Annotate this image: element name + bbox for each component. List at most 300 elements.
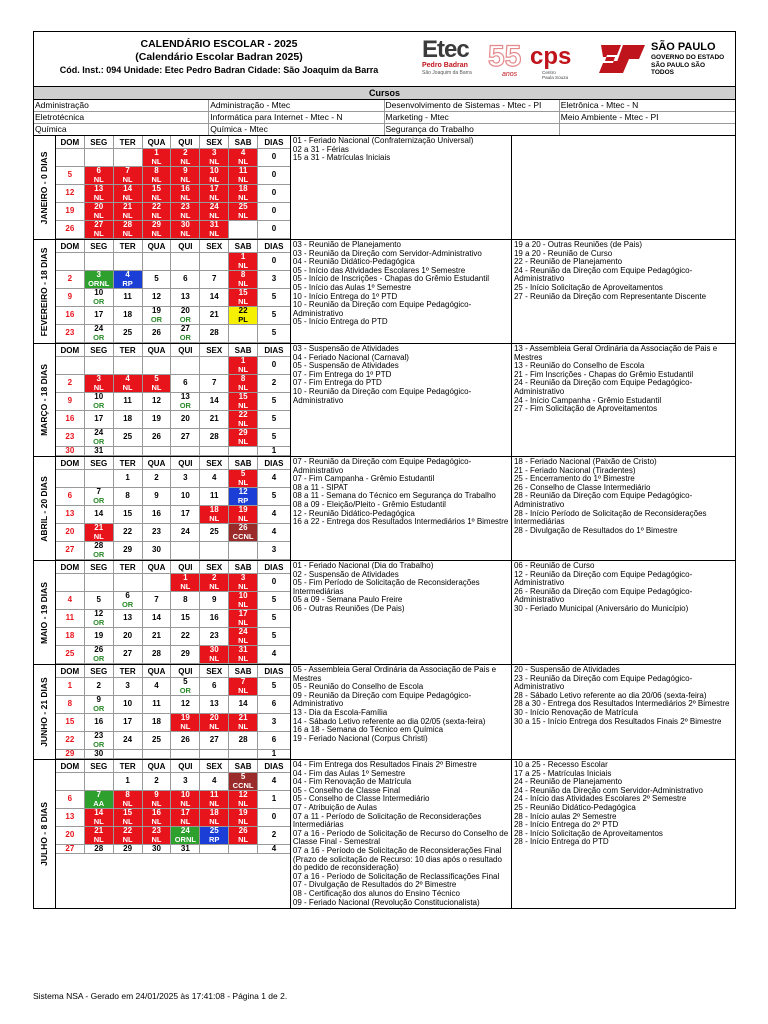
month-label-strip <box>34 561 56 664</box>
week-row <box>56 646 290 664</box>
day-number: 25 <box>209 827 219 835</box>
week-school-days: 0 <box>258 203 290 221</box>
weekday-header: TER <box>114 136 143 149</box>
day-number: 24 <box>94 325 104 333</box>
day-code: NL <box>238 278 249 288</box>
week-row <box>56 574 290 592</box>
day-code: OR <box>93 617 105 627</box>
week-school-days: 1 <box>258 791 290 809</box>
weekday-header: QUI <box>171 561 200 574</box>
day-cell <box>114 429 143 447</box>
day-cell <box>229 221 258 239</box>
day-number: 18 <box>209 506 219 514</box>
day-cell <box>229 845 258 854</box>
day-cell <box>171 447 200 456</box>
week-school-days: 4 <box>258 470 290 488</box>
day-cell <box>171 470 200 488</box>
day-cell <box>114 524 143 542</box>
day-number: 28 <box>152 649 161 659</box>
day-number: 16 <box>209 613 219 623</box>
weekday-header: DIAS <box>258 136 290 149</box>
weekday-header: QUI <box>171 136 200 149</box>
day-number: 21 <box>94 524 104 532</box>
event-line: 19 - Feriado Nacional (Corpus Christi) <box>292 733 428 743</box>
day-code: OR <box>93 703 105 713</box>
weekday-header: QUA <box>143 665 172 678</box>
etec-wordmark: Etec <box>422 36 469 63</box>
day-cell <box>56 185 85 203</box>
month-grid <box>56 240 291 343</box>
day-cell <box>56 542 85 560</box>
week-school-days: 0 <box>258 357 290 375</box>
event-line: 04 - Fim Entrega dos Resultados Finais 2º Bimestre <box>292 760 477 769</box>
day-number: 29 <box>238 429 248 437</box>
day-cell <box>171 791 200 809</box>
event-line: 05 - Início Entrega do PTD <box>292 317 388 327</box>
day-cell <box>143 732 172 750</box>
day-cell <box>171 827 200 845</box>
day-cell <box>171 488 200 506</box>
event-line: 03 - Reunião de Planejamento <box>292 240 401 249</box>
day-cell <box>229 253 258 271</box>
day-code: OR <box>93 549 105 559</box>
day-code: NL <box>238 635 249 645</box>
day-code: NL <box>238 581 249 591</box>
day-cell <box>143 411 172 429</box>
day-number: 17 <box>238 610 248 618</box>
weekday-header: SAB <box>229 760 258 773</box>
day-cell <box>56 271 85 289</box>
week-school-days: 5 <box>258 610 290 628</box>
day-cell <box>114 574 143 592</box>
event-line: 16 a 18 - Semana do Técnico em Química <box>292 725 444 735</box>
day-code: NL <box>209 156 220 166</box>
day-cell <box>171 149 200 167</box>
day-number: 29 <box>180 649 190 659</box>
day-cell <box>229 357 258 375</box>
day-cell <box>114 221 143 239</box>
day-number: 17 <box>123 717 133 727</box>
weekday-header: DOM <box>56 136 85 149</box>
day-cell <box>114 307 143 325</box>
day-number: 19 <box>152 414 161 424</box>
month-label: MAIO - 19 DIAS <box>39 581 50 644</box>
day-code: NL <box>209 798 220 808</box>
week-row <box>56 429 290 447</box>
event-line: 04 - Fim Renovação de Matrícula <box>292 777 412 787</box>
event-line: 24 - Reunião da Direção com Equipe Pedagógico-Administrativo <box>513 378 693 396</box>
day-code: OR <box>93 436 105 446</box>
day-cell <box>200 411 229 429</box>
day-cell <box>200 827 229 845</box>
day-cell <box>143 447 172 456</box>
day-cell <box>229 185 258 203</box>
weekday-header: SEX <box>200 136 229 149</box>
day-cell <box>56 149 85 167</box>
day-cell <box>229 307 258 325</box>
day-number: 27 <box>123 649 133 659</box>
day-code: NL <box>238 436 249 446</box>
day-cell <box>114 646 143 664</box>
day-cell <box>200 253 229 271</box>
day-cell <box>114 610 143 628</box>
day-number: 6 <box>96 167 101 175</box>
day-cell <box>171 646 200 664</box>
events-right-column <box>512 136 735 239</box>
event-line: 10 - Início Entrega do 1º PTD <box>292 291 398 301</box>
week-school-days: 5 <box>258 678 290 696</box>
event-line: 19 a 20 - Reunião de Curso <box>513 248 613 258</box>
day-number: 31 <box>94 447 104 455</box>
event-line: 05 - Início de Inscrições - Chapas do Grêmio Estudantil <box>292 274 489 284</box>
day-code: RP <box>122 278 133 288</box>
calendar-sheet <box>33 31 736 909</box>
week-school-days: 4 <box>258 646 290 664</box>
week-school-days: 0 <box>258 221 290 239</box>
day-cell <box>143 750 172 759</box>
day-cell <box>85 411 114 429</box>
day-cell <box>171 524 200 542</box>
day-number: 20 <box>180 307 190 315</box>
week-row <box>56 845 290 854</box>
day-code: NL <box>238 156 249 166</box>
event-line: 08 a 11 - SIPAT <box>292 482 349 492</box>
day-cell <box>85 714 114 732</box>
day-number: 15 <box>152 185 161 193</box>
day-code: OR <box>179 685 191 695</box>
week-row <box>56 289 290 307</box>
day-cell <box>171 506 200 524</box>
month-label-strip <box>34 665 56 759</box>
weekday-header: SEX <box>200 561 229 574</box>
week-row <box>56 714 290 732</box>
day-number: 11 <box>238 167 248 175</box>
day-cell <box>229 773 258 791</box>
event-line: 30 a 15 - Início Entrega dos Resultados Finais 2º Bimestre <box>513 716 722 726</box>
day-number: 4 <box>211 473 217 483</box>
week-row <box>56 411 290 429</box>
week-school-days: 0 <box>258 574 290 592</box>
day-number: 18 <box>123 310 133 320</box>
week-row <box>56 827 290 845</box>
day-code: NL <box>93 531 104 541</box>
day-number: 8 <box>67 699 73 709</box>
day-cell <box>114 696 143 714</box>
day-cell <box>171 167 200 185</box>
day-code: NL <box>122 382 133 392</box>
day-cell <box>200 325 229 343</box>
event-line: 28 - Divulgação de Resultados do 1º Bimestre <box>513 525 678 535</box>
event-line: 04 - Reunião Didático-Pedagógica <box>292 257 415 267</box>
day-cell <box>143 203 172 221</box>
day-code: NL <box>209 210 220 220</box>
day-number: 8 <box>125 491 130 501</box>
day-number: 14 <box>123 185 133 193</box>
day-number: 20 <box>65 527 75 537</box>
day-cell <box>229 714 258 732</box>
weekday-header: QUI <box>171 344 200 357</box>
day-number: 20 <box>209 714 219 722</box>
weekday-header: TER <box>114 240 143 253</box>
month-grid <box>56 665 291 759</box>
day-number: 3 <box>211 149 217 157</box>
event-line: 28 - Sábado Letivo referente ao dia 20/06 (sexta-feira) <box>513 690 707 700</box>
week-school-days: 3 <box>258 542 290 560</box>
day-number: 26 <box>94 646 104 654</box>
day-number: 16 <box>65 310 75 320</box>
day-number: 24 <box>180 827 190 835</box>
day-cell <box>143 470 172 488</box>
event-line: 12 - Reunião Didático-Pedagógica <box>292 508 415 518</box>
day-number: 24 <box>180 527 190 537</box>
day-cell <box>171 203 200 221</box>
day-number: 25 <box>238 203 248 211</box>
day-number: 20 <box>180 414 190 424</box>
weekday-header: SAB <box>229 561 258 574</box>
week-school-days: 4 <box>258 773 290 791</box>
day-cell <box>114 592 143 610</box>
day-number: 25 <box>152 735 161 745</box>
event-line: 24 - Início das Atividades Escolares 2º Semestre <box>513 794 687 804</box>
weekday-header: TER <box>114 665 143 678</box>
event-line: 28 - Início Solicitação de Aproveitamentos <box>513 828 663 838</box>
day-number: 5 <box>183 678 188 686</box>
day-number: 19 <box>238 809 248 817</box>
day-cell <box>56 203 85 221</box>
day-number: 3 <box>183 473 188 483</box>
event-line: 24 - Reunião da Direção com Servidor-Administrativo <box>513 785 703 795</box>
day-cell <box>229 506 258 524</box>
week-row <box>56 393 290 411</box>
day-cell <box>171 628 200 646</box>
day-cell <box>229 167 258 185</box>
day-cell <box>85 592 114 610</box>
day-number: 27 <box>65 845 75 853</box>
day-number: 16 <box>94 717 104 727</box>
day-cell <box>85 506 114 524</box>
day-cell <box>114 732 143 750</box>
event-line: 05 a 09 - Semana Paulo Freire <box>292 595 403 605</box>
day-cell <box>171 714 200 732</box>
day-code: OR <box>93 332 105 342</box>
day-number: 9 <box>154 491 159 501</box>
day-cell <box>229 696 258 714</box>
day-number: 19 <box>180 714 190 722</box>
event-line: 05 - Início das Atividades Escolares 1º Semestre <box>292 265 466 275</box>
week-school-days: 5 <box>258 289 290 307</box>
week-row <box>56 167 290 185</box>
weekday-header: DIAS <box>258 561 290 574</box>
day-cell <box>143 167 172 185</box>
day-code: NL <box>238 721 249 731</box>
event-line: 01 - Feriado Nacional (Confraternização Universal) <box>292 136 474 145</box>
events-left-column <box>291 344 512 456</box>
day-code: NL <box>151 210 162 220</box>
event-line: 27 - Fim Solicitação de Aproveitamentos <box>513 404 658 414</box>
day-cell <box>171 221 200 239</box>
day-code: NL <box>151 834 162 844</box>
day-number: 12 <box>238 791 248 799</box>
day-code: OR <box>93 653 105 663</box>
event-line: 02 a 31 - Férias <box>292 144 349 154</box>
week-row <box>56 750 290 759</box>
day-number: 7 <box>125 167 130 175</box>
day-cell <box>229 592 258 610</box>
day-cell <box>200 750 229 759</box>
day-number: 4 <box>154 681 159 691</box>
month-label-strip <box>34 240 56 343</box>
day-number: 2 <box>183 149 188 157</box>
day-number: 17 <box>94 414 104 424</box>
day-number: 5 <box>240 470 246 478</box>
weekday-header: SEX <box>200 344 229 357</box>
day-code: ORNL <box>88 278 110 288</box>
event-line: 28 a 30 - Entrega dos Resultados Intermediários 2º Bimestre <box>513 699 730 709</box>
event-line: 06 - Outras Reuniões (De Pais) <box>292 603 405 613</box>
day-number: 4 <box>240 149 246 157</box>
day-number: 5 <box>154 274 159 284</box>
day-cell <box>143 357 172 375</box>
event-line: 07 a 16 - Período de Solicitação de Reconsiderações Final (Prazo de solicitação de Recurso: 10 dias após o resultado do pedido de reconsideração) <box>292 845 502 873</box>
day-code: NL <box>151 798 162 808</box>
day-cell <box>143 375 172 393</box>
week-school-days: 2 <box>258 375 290 393</box>
day-number: 26 <box>238 827 248 835</box>
day-code: NL <box>93 210 104 220</box>
day-number: 13 <box>65 812 75 822</box>
day-code: NL <box>209 721 220 731</box>
day-number: 22 <box>152 203 161 211</box>
day-number: 27 <box>65 545 75 555</box>
day-cell <box>114 289 143 307</box>
week-row <box>56 732 290 750</box>
day-number: 28 <box>238 735 248 745</box>
weekday-header: QUI <box>171 665 200 678</box>
day-number: 22 <box>238 411 248 419</box>
day-number: 15 <box>123 509 133 519</box>
day-cell <box>143 773 172 791</box>
day-code: NL <box>93 228 104 238</box>
curso-item: Marketing - Mtec <box>385 112 560 123</box>
day-cell <box>229 574 258 592</box>
day-cell <box>171 375 200 393</box>
day-code: NL <box>238 513 249 523</box>
day-number: 31 <box>180 845 190 853</box>
weekday-header: QUI <box>171 457 200 470</box>
day-cell <box>56 470 85 488</box>
day-cell <box>171 574 200 592</box>
weekday-header: DIAS <box>258 760 290 773</box>
event-line: 07 - Fim Campanha - Grêmio Estudantil <box>292 474 435 484</box>
day-number: 9 <box>183 167 188 175</box>
day-cell <box>200 678 229 696</box>
day-number: 15 <box>65 717 75 727</box>
events-left-column <box>291 136 512 239</box>
week-row <box>56 506 290 524</box>
month-label: MARÇO - 18 DIAS <box>39 364 50 436</box>
day-number: 26 <box>180 735 190 745</box>
day-cell <box>171 696 200 714</box>
event-line: 05 - Conselho de Classe Intermediário <box>292 794 430 804</box>
month-label-strip <box>34 457 56 560</box>
day-number: 1 <box>125 776 130 786</box>
weekday-header: SEG <box>85 344 114 357</box>
day-code: NL <box>238 400 249 410</box>
day-number: 6 <box>183 274 188 284</box>
day-code: NL <box>122 210 133 220</box>
day-number: 16 <box>152 809 161 817</box>
event-line: 05 - Conselho de Classe Final <box>292 785 401 795</box>
weekday-header: TER <box>114 760 143 773</box>
day-cell <box>229 393 258 411</box>
week-school-days: 1 <box>258 447 290 456</box>
day-cell <box>56 773 85 791</box>
week-row <box>56 470 290 488</box>
day-code: NL <box>238 210 249 220</box>
day-cell <box>114 845 143 854</box>
day-cell <box>200 393 229 411</box>
event-line: 17 a 25 - Matrículas Iniciais <box>513 768 612 778</box>
week-row <box>56 678 290 696</box>
day-cell <box>85 185 114 203</box>
day-cell <box>200 714 229 732</box>
day-code: OR <box>93 400 105 410</box>
weekday-header: QUI <box>171 760 200 773</box>
day-number: 10 <box>94 289 104 297</box>
day-cell <box>229 646 258 664</box>
day-number: 20 <box>65 830 75 840</box>
day-cell <box>56 791 85 809</box>
day-cell <box>171 809 200 827</box>
weekday-header: QUA <box>143 760 172 773</box>
day-cell <box>85 809 114 827</box>
day-number: 17 <box>209 185 219 193</box>
day-number: 22 <box>238 307 248 315</box>
events-left-column <box>291 665 512 759</box>
month-grid <box>56 344 291 456</box>
day-cell <box>114 149 143 167</box>
svg-text:anos: anos <box>502 71 518 78</box>
sp-symbol-icon <box>599 41 647 75</box>
week-row <box>56 307 290 325</box>
day-number: 9 <box>211 595 217 605</box>
day-cell <box>114 357 143 375</box>
day-number: 7 <box>96 488 101 496</box>
week-school-days: 6 <box>258 732 290 750</box>
day-cell <box>200 289 229 307</box>
week-row <box>56 221 290 239</box>
day-cell <box>200 357 229 375</box>
event-line: 04 - Feriado Nacional (Carnaval) <box>292 352 409 362</box>
grid-header-row <box>56 561 290 574</box>
day-code: NL <box>238 599 249 609</box>
event-line: 25 - Reunião Didático-Pedagógica <box>513 802 636 812</box>
event-line: 10 - Reunião da Direção com Equipe Pedagógico-Administrativo <box>292 386 472 405</box>
event-line: 28 - Reunião da Direção com Equipe Pedagógico-Administrativo <box>513 491 693 509</box>
day-number: 1 <box>154 149 159 157</box>
day-cell <box>143 574 172 592</box>
day-number: 7 <box>96 791 101 799</box>
day-cell <box>229 750 258 759</box>
day-number: 4 <box>211 776 217 786</box>
event-line: 03 - Suspensão de Atividades <box>292 344 399 353</box>
day-cell <box>143 393 172 411</box>
day-code: OR <box>121 599 134 609</box>
day-number: 8 <box>240 271 246 279</box>
events-right-column <box>512 561 735 664</box>
day-cell <box>143 592 172 610</box>
day-cell <box>229 791 258 809</box>
